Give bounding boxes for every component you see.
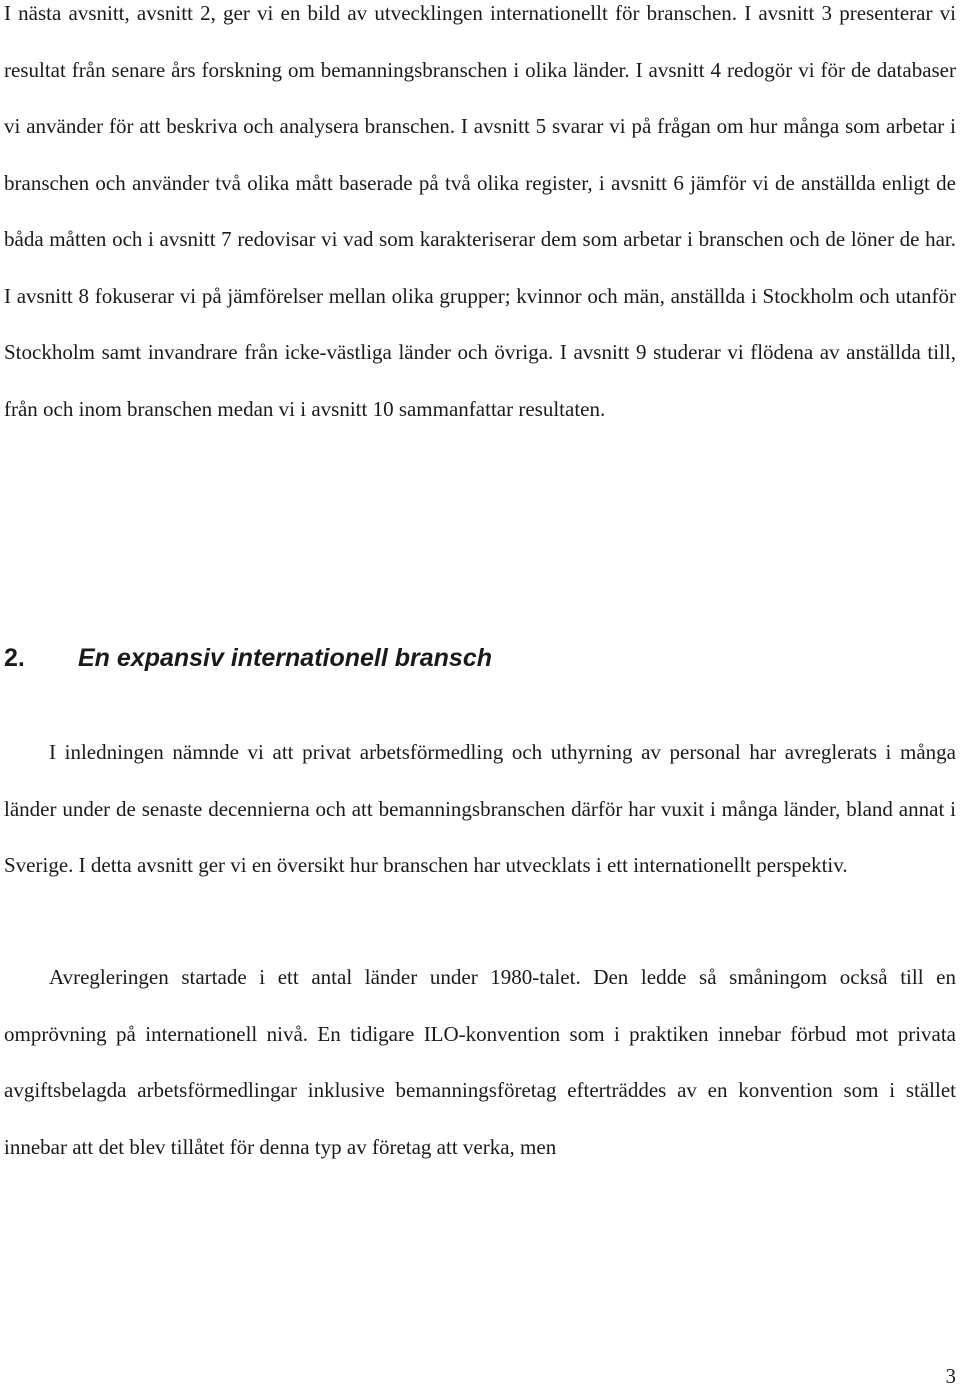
body-paragraph-1: I inledningen nämnde vi att privat arbetsförmedling och uthyrning av personal har avreglerats i många länder under de senaste decennierna och att bemanningsbranschen därför har vuxit i många länder, bland annat i Sverige. I detta avsnitt ger vi en översikt hur branschen har utvecklats i ett internationellt perspektiv. [4,740,956,877]
page-number: 3 [945,1364,956,1388]
section-number: 2. [4,644,25,672]
intro-paragraph: I nästa avsnitt, avsnitt 2, ger vi en bild av utvecklingen internationellt för branschen. I avsnitt 3 presenterar vi resultat från senare års forskning om bemanningsbranschen i olika länder. I avsnitt 4 redogör vi för de databaser vi använder för att beskriva och analysera branschen. I avsnitt 5 svarar vi på frågan om hur många som arbetar i branschen och använder två olika mått baserade på två olika register, i avsnitt 6 jämför vi de anställda enligt de båda måtten och i avsnitt 7 redovisar vi vad som karakteriserar dem som arbetar i branschen och de löner de har. I avsnitt 8 fokuserar vi på jämförelser mellan olika grupper; kvinnor och män, anställda i Stockholm och utanför Stockholm samt invandrare från icke-västliga länder och övriga. I avsnitt 9 studerar vi flödena av anställda till, från och inom branschen medan vi i avsnitt 10 sammanfattar resultaten. [4,1,956,421]
section-title: En expansiv internationell bransch [78,644,493,672]
section-heading [4,641,492,675]
body-paragraph-2: Avregleringen startade i ett antal länder under 1980-talet. Den ledde så småningom också till en omprövning på internationell nivå. En tidigare ILO-konvention som i praktiken innebar förbud mot privata avgiftsbelagda arbetsförmedlingar inklusive bemanningsföretag efterträddes av en konvention som i stället innebar att det blev tillåtet för denna typ av företag att verka, men [4,965,956,1159]
